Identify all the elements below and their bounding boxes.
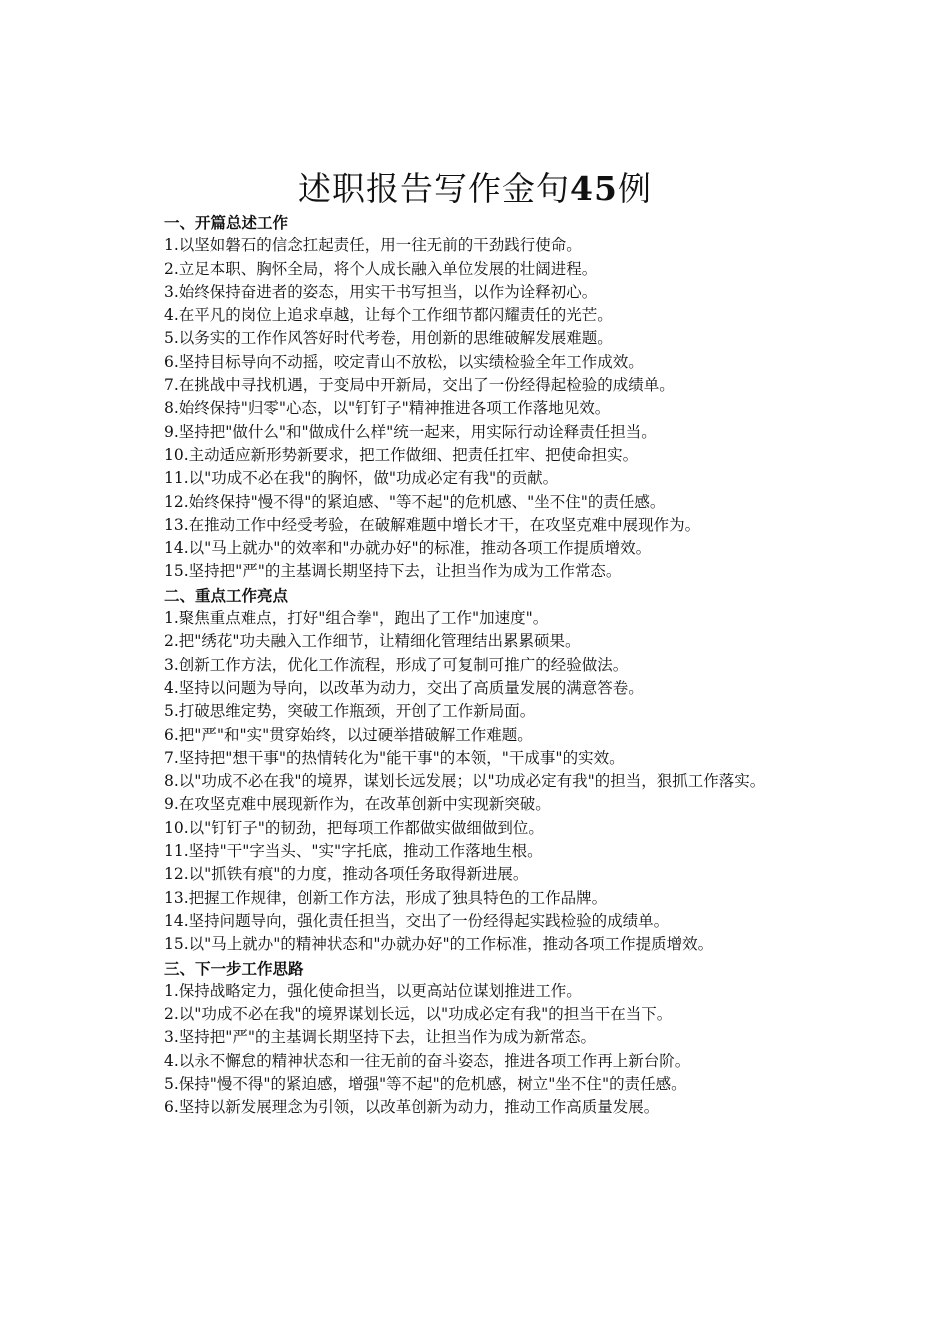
list-item: 6.坚持目标导向不动摇，咬定青山不放松，以实绩检验全年工作成效。	[164, 352, 644, 371]
list-item: 11.坚持"干"字当头、"实"字托底，推动工作落地生根。	[164, 842, 543, 861]
list-item: 4.以永不懈怠的精神状态和一往无前的奋斗姿态，推进各项工作再上新台阶。	[164, 1051, 691, 1070]
list-item: 5.以务实的工作作风答好时代考卷，用创新的思维破解发展难题。	[164, 329, 613, 348]
list-item: 3.坚持把"严"的主基调长期坚持下去，让担当作为成为新常态。	[164, 1028, 597, 1047]
list-item: 2.立足本职、胸怀全局，将个人成长融入单位发展的壮阔进程。	[164, 259, 598, 278]
list-item: 1.保持战略定力，强化使命担当，以更高站位谋划推进工作。	[164, 981, 582, 1000]
list-item: 13.把握工作规律，创新工作方法，形成了独具特色的工作品牌。	[164, 888, 608, 907]
list-item: 3.始终保持奋进者的姿态，用实干书写担当，以作为诠释初心。	[164, 282, 598, 301]
list-item: 3.创新工作方法，优化工作流程，形成了可复制可推广的经验做法。	[164, 655, 629, 674]
title-number: 45	[570, 169, 618, 208]
list-item: 5.打破思维定势，突破工作瓶颈，开创了工作新局面。	[164, 702, 536, 721]
list-item: 2.把"绣花"功夫融入工作细节，让精细化管理结出累累硕果。	[164, 632, 581, 651]
section-heading-highlights: 二、重点工作亮点	[164, 585, 289, 605]
document-body	[127, 211, 835, 1120]
list-item: 8.始终保持"归零"心态，以"钉钉子"精神推进各项工作落地见效。	[164, 399, 611, 418]
list-item: 9.在攻坚克难中展现新作为，在改革创新中实现新突破。	[164, 795, 551, 814]
list-item: 7.坚持把"想干事"的热情转化为"能干事"的本领，"干成事"的实效。	[164, 748, 625, 767]
list-item: 10.以"钉钉子"的韧劲，把每项工作都做实做细做到位。	[164, 818, 544, 837]
list-item: 14.坚持问题导向，强化责任担当，交出了一份经得起实践检验的成绩单。	[164, 911, 670, 930]
title-suffix: 例	[617, 169, 652, 208]
list-item: 14.以"马上就办"的效率和"办就办好"的标准，推动各项工作提质增效。	[164, 539, 652, 558]
list-item: 8.以"功成不必在我"的境界，谋划长远发展；以"功成必定有我"的担当，狠抓工作落实。	[164, 772, 766, 791]
title-text: 述职报告写作金句	[298, 169, 571, 208]
list-item: 7.在挑战中寻找机遇，于变局中开新局，交出了一份经得起检验的成绩单。	[164, 376, 675, 395]
document-title	[0, 165, 950, 213]
list-item: 4.坚持以问题为导向，以改革为动力，交出了高质量发展的满意答卷。	[164, 678, 644, 697]
list-item: 12.始终保持"慢不得"的紧迫感、"等不起"的危机感、"坐不住"的责任感。	[164, 492, 666, 511]
list-item: 5.保持"慢不得"的紧迫感，增强"等不起"的危机感，树立"坐不住"的责任感。	[164, 1074, 687, 1093]
list-item: 1.以坚如磐石的信念扛起责任，用一往无前的干劲践行使命。	[164, 236, 582, 255]
list-item: 15.以"马上就办"的精神状态和"办就办好"的工作标准，推动各项工作提质增效。	[164, 935, 714, 954]
list-item: 9.坚持把"做什么"和"做成什么样"统一起来，用实际行动诠释责任担当。	[164, 422, 657, 441]
list-item: 1.聚焦重点难点，打好"组合拳"，跑出了工作"加速度"。	[164, 609, 549, 628]
section-heading-next-steps: 三、下一步工作思路	[164, 958, 304, 978]
list-item: 10.主动适应新形势新要求，把工作做细、把责任扛牢、把使命担实。	[164, 445, 639, 464]
list-item: 12.以"抓铁有痕"的力度，推动各项任务取得新进展。	[164, 865, 529, 884]
list-item: 2.以"功成不必在我"的境界谋划长远，以"功成必定有我"的担当干在当下。	[164, 1005, 673, 1024]
list-item: 13.在推动工作中经受考验，在破解难题中增长才干，在攻坚克难中展现作为。	[164, 515, 701, 534]
list-item: 6.把"严"和"实"贯穿始终，以过硬举措破解工作难题。	[164, 725, 533, 744]
list-item: 6.坚持以新发展理念为引领，以改革创新为动力，推动工作高质量发展。	[164, 1098, 660, 1117]
list-item: 11.以"功成不必在我"的胸怀，做"功成必定有我"的贡献。	[164, 469, 559, 488]
section-heading-opening: 一、开篇总述工作	[164, 213, 289, 232]
list-item: 15.坚持把"严"的主基调长期坚持下去，让担当作为成为工作常态。	[164, 562, 622, 581]
list-item: 4.在平凡的岗位上追求卓越，让每个工作细节都闪耀责任的光芒。	[164, 306, 613, 325]
